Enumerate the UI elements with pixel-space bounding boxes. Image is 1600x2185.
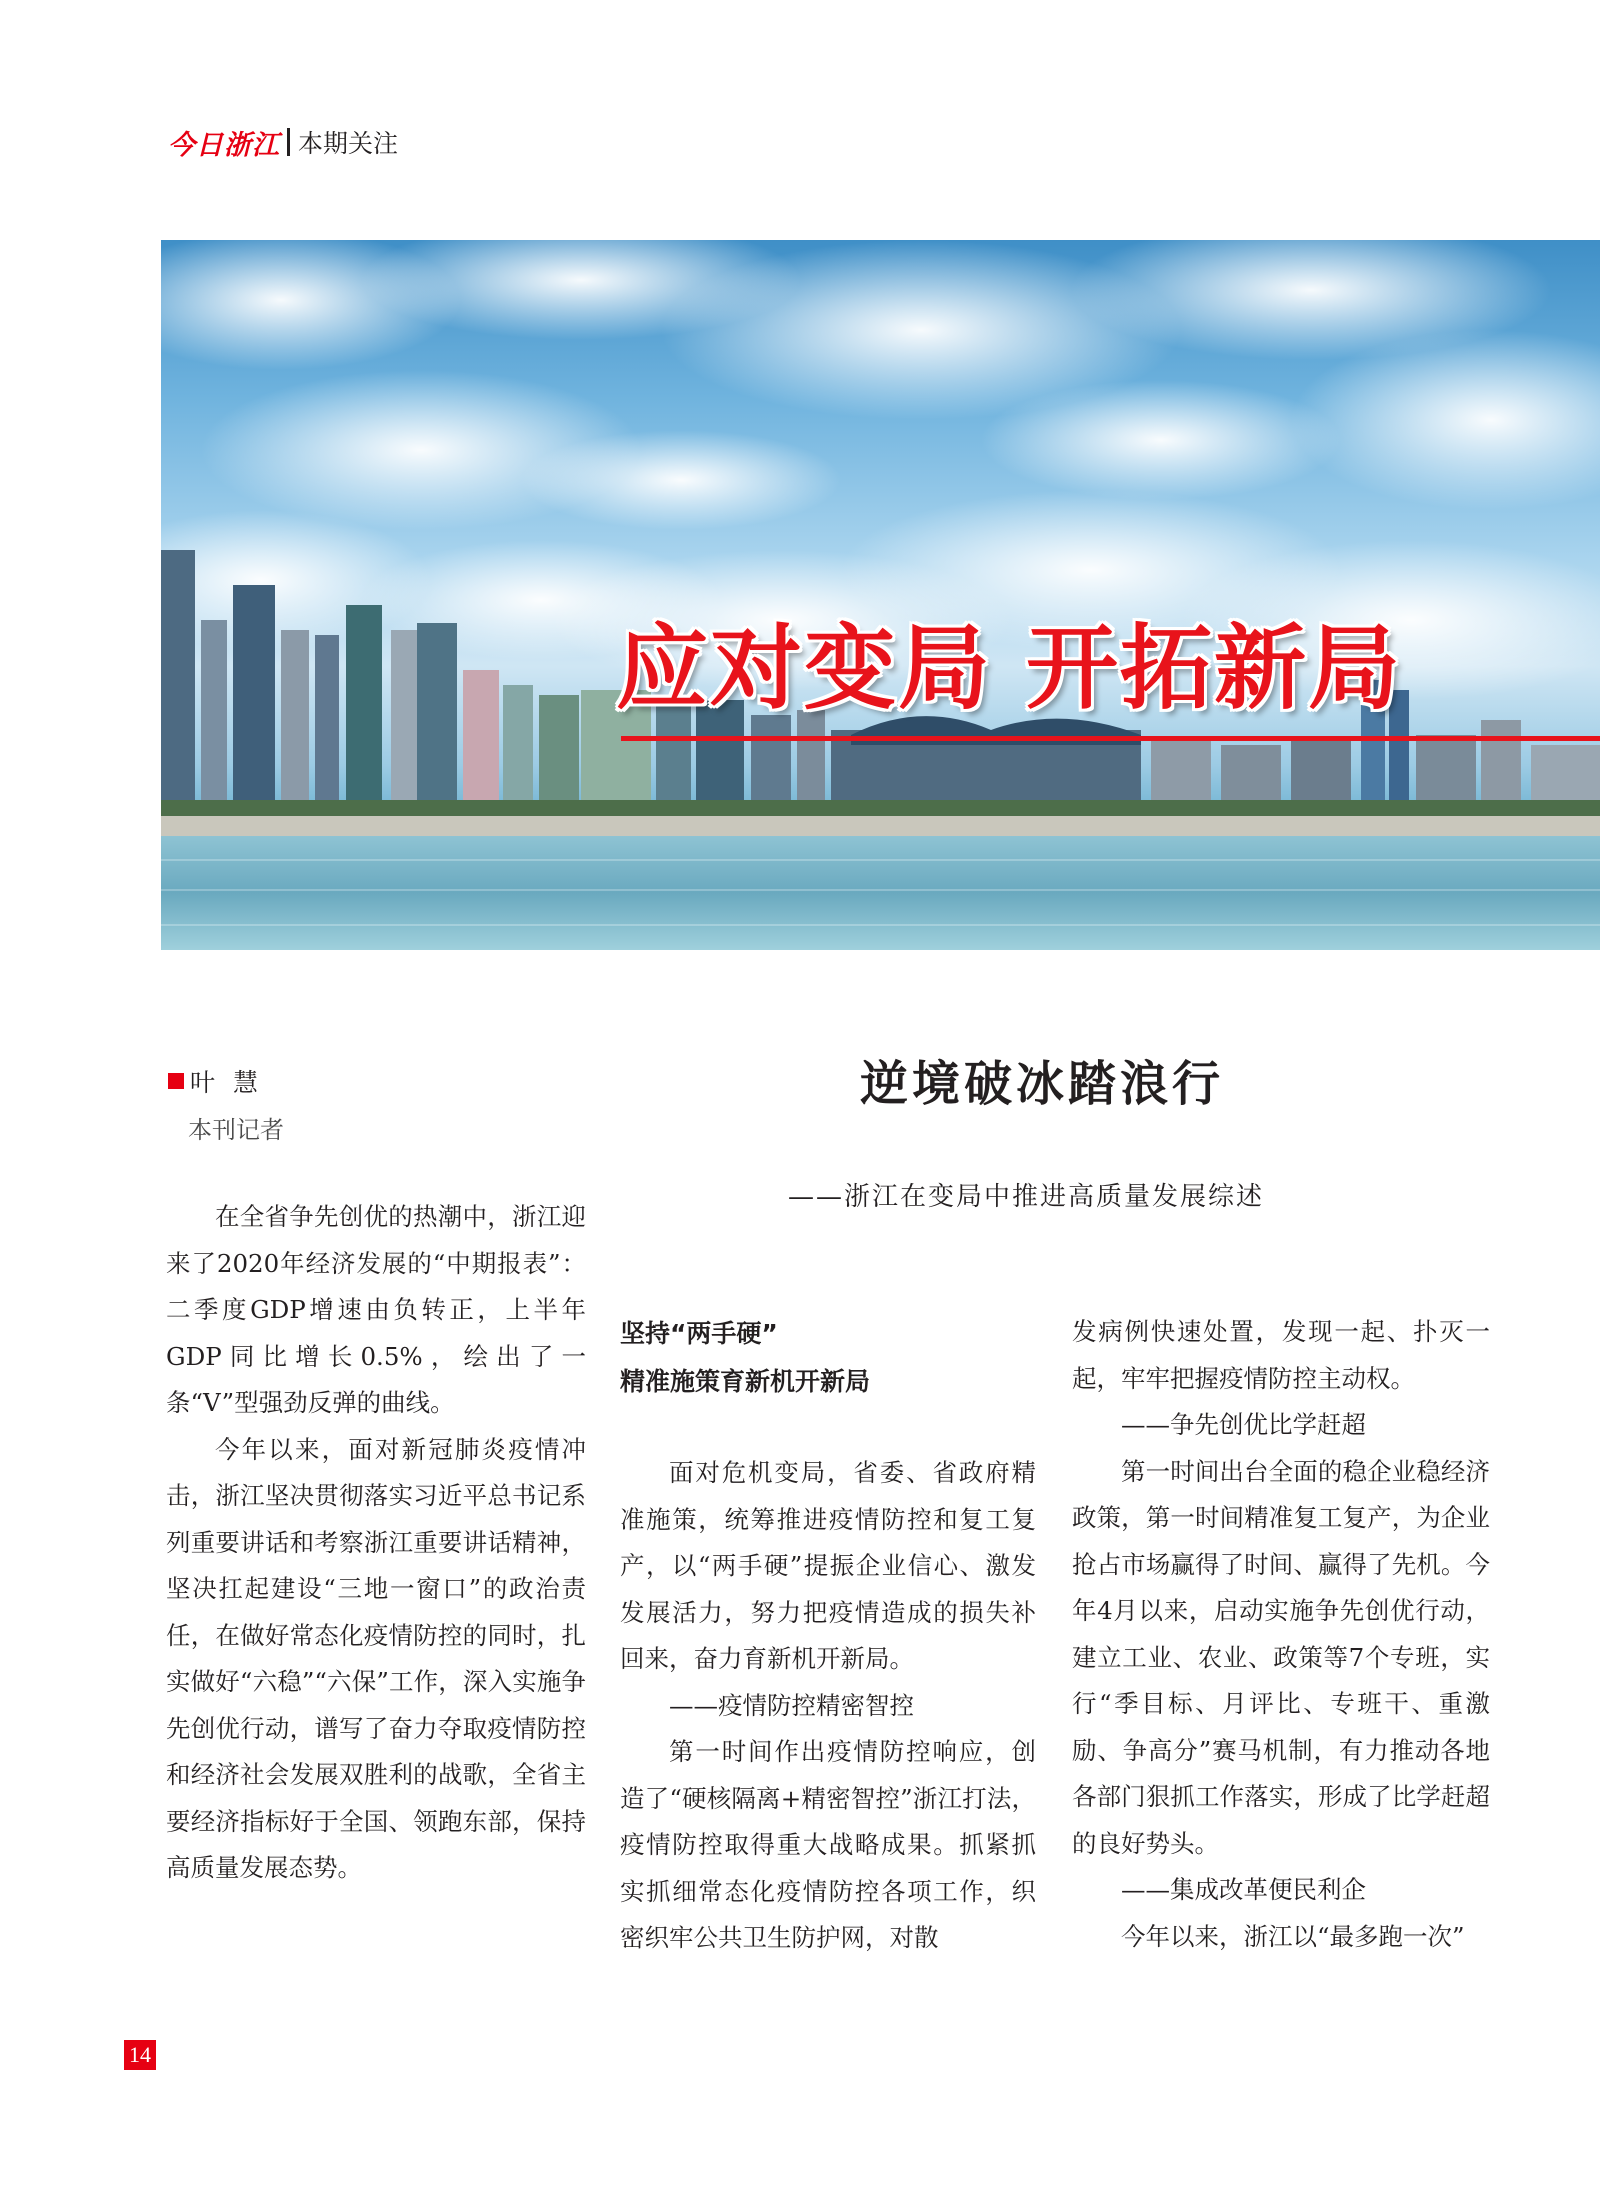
paragraph: 面对危机变局，省委、省政府精准施策，统筹推进疫情防控和复工复产，以“两手硬”提振企业信心、激发发展活力，努力把疫情造成的损失补回来，奋力育新机开新局。 (620, 1458, 1036, 1673)
page-number: 14 (124, 2040, 156, 2070)
paragraph: 在全省争先创优的热潮中，浙江迎来了2020年经济发展的“中期报表”：二季度GDP增速由负转正，上半年GDP同比增长0.5%，绘出了一条“V”型强劲反弹的曲线。 (166, 1202, 586, 1417)
hero-image (161, 240, 1600, 950)
column-1 (166, 1194, 586, 1892)
subheading: ——疫情防控精密智控 (669, 1690, 914, 1720)
byline-role: 本刊记者 (188, 1116, 284, 1144)
red-square-icon (168, 1073, 184, 1089)
paragraph: 今年以来，面对新冠肺炎疫情冲击，浙江坚决贯彻落实习近平总书记系列重要讲话和考察浙江重要讲话精神，坚决扛起建设“三地一窗口”的政治责任，在做好常态化疫情防控的同时，扎实做好“六稳”“六保”工作，深入实施争先创优行动，谱写了奋力夺取疫情防控和经济社会发展双胜利的战歌，全省主要经济指标好于全国、领跑东部，保持高质量发展态势。 (166, 1434, 586, 1882)
section-heading-line1: 坚持“两手硬” (620, 1319, 778, 1348)
subheading: ——争先创优比学赶超 (1121, 1410, 1366, 1439)
paragraph: 发病例快速处置，发现一起、扑灭一起，牢牢把握疫情防控主动权。 (1072, 1317, 1490, 1393)
section-label: 本期关注 (298, 129, 399, 158)
author-name: 叶慧 (190, 1068, 277, 1097)
article-subtitle: ——浙江在变局中推进高质量发展综述 (788, 1182, 1265, 1212)
hero-title: 应对变局 开拓新局 (616, 615, 1403, 722)
paragraph: 今年以来，浙江以“最多跑一次” (1121, 1921, 1465, 1951)
section-heading-line2: 精准施策育新机开新局 (620, 1367, 871, 1396)
column-3 (1072, 1309, 1490, 1960)
magazine-logo: 今日浙江 (168, 129, 280, 161)
paragraph: 第一时间作出疫情防控响应，创造了“硬核隔离+精密智控”浙江打法，疫情防控取得重大战略成果。抓紧抓实抓细常态化疫情防控各项工作，织密织牢公共卫生防护网，对散 (620, 1737, 1036, 1952)
section-heading (620, 1310, 870, 1406)
article-title: 逆境破冰踏浪行 (860, 1056, 1225, 1112)
page-header (168, 124, 398, 160)
byline-author (168, 1063, 276, 1099)
paragraph: 第一时间出台全面的稳企业稳经济政策，第一时间精准复工复产，为企业抢占市场赢得了时间、赢得了先机。今年4月以来，启动实施争先创优行动，建立工业、农业、政策等7个专班，实行“季目标、月评比、专班干、重激励、争高分”赛马机制，有力推动各地各部门狠抓工作落实，形成了比学赶超的良好势头。 (1072, 1456, 1490, 1858)
hero-rule (621, 736, 1600, 741)
column-2 (620, 1450, 1036, 1962)
subheading: ——集成改革便民利企 (1121, 1875, 1366, 1904)
header-divider (287, 128, 290, 156)
